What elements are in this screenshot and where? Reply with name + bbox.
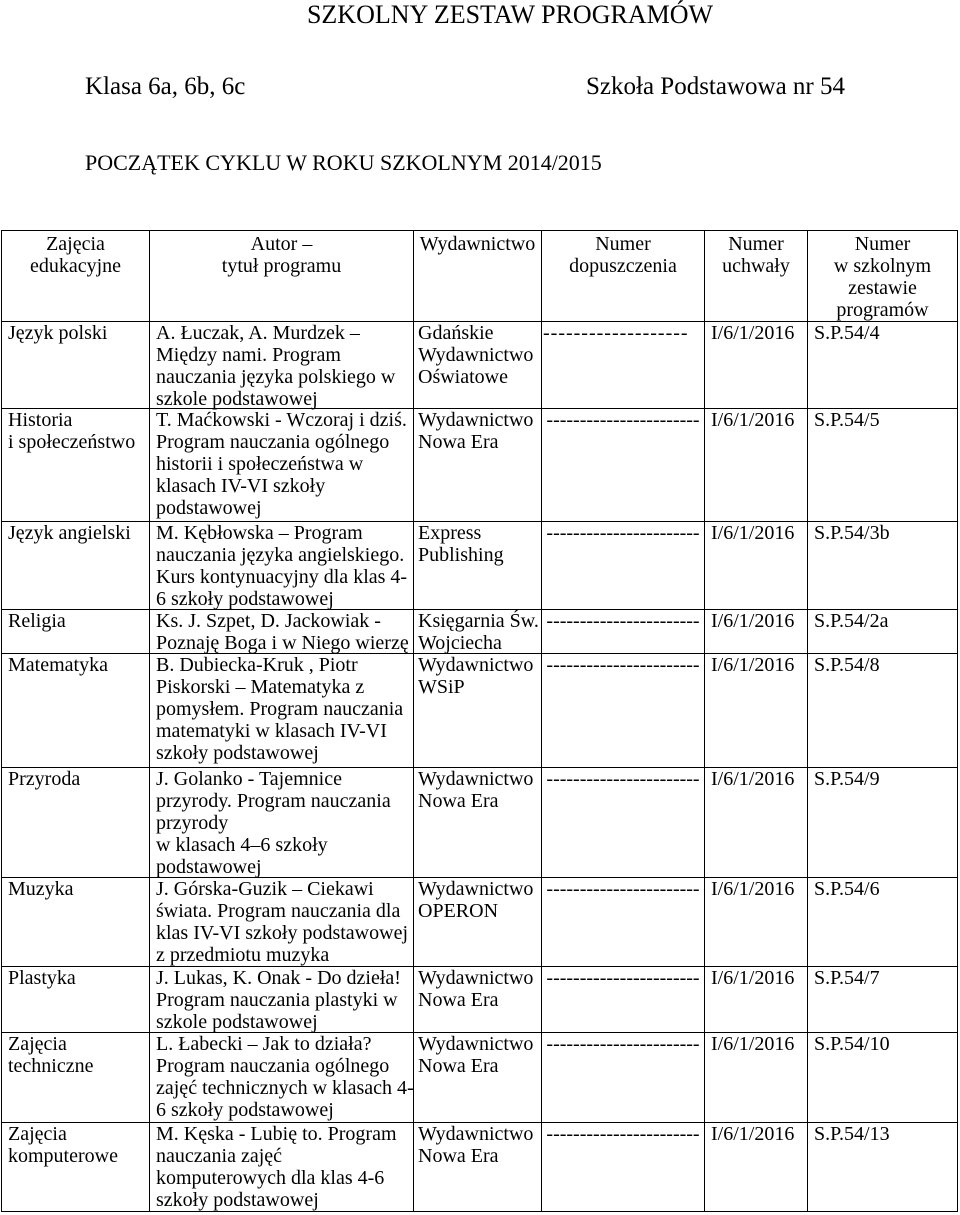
table-row bbox=[2, 878, 958, 967]
header-publisher: Wydawnictwo bbox=[414, 231, 542, 321]
cell-author-title: M. Kęska - Lubię to. Program nauczania zajęć komputerowych dla klas 4-6 szkoły podstawowej bbox=[150, 1123, 414, 1211]
cell-approval-number: ----------------------- bbox=[542, 610, 705, 653]
table-row bbox=[2, 522, 958, 610]
cell-subject: Historia i społeczeństwo bbox=[2, 409, 150, 521]
cell-author-title: Ks. J. Szpet, D. Jackowiak - Poznaję Boga i w Niego wierzę bbox=[150, 610, 414, 653]
cell-school-set-number: S.P.54/7 bbox=[808, 967, 958, 1032]
table-row bbox=[2, 322, 958, 409]
header-author-title: Autor – tytuł programu bbox=[150, 231, 414, 321]
cell-resolution-number: I/6/1/2016 bbox=[705, 878, 808, 966]
cycle-start-heading: POCZĄTEK CYKLU W ROKU SZKOLNYM 2014/2015 bbox=[85, 150, 602, 175]
header-resolution-number: Numer uchwały bbox=[705, 231, 808, 321]
table-row bbox=[2, 1123, 958, 1212]
cell-approval-number: ------------------- bbox=[542, 322, 705, 408]
cell-author-title: J. Górska-Guzik – Ciekawi świata. Program nauczania dla klas IV-VI szkoły podstawowej z przedmiotu muzyka bbox=[150, 878, 414, 966]
cell-subject: Zajęcia techniczne bbox=[2, 1033, 150, 1122]
cell-author-title: T. Maćkowski - Wczoraj i dziś. Program nauczania ogólnego historii i społeczeństwa w klasach IV-VI szkoły podstawowej bbox=[150, 409, 414, 521]
table-row bbox=[2, 967, 958, 1033]
cell-approval-number: ----------------------- bbox=[542, 967, 705, 1032]
table-row bbox=[2, 409, 958, 522]
programs-table bbox=[1, 230, 958, 1212]
cell-publisher: Wydawnictwo Nowa Era bbox=[414, 967, 542, 1032]
cell-publisher: Księgarnia Św. Wojciecha bbox=[414, 610, 542, 653]
cell-publisher: Wydawnictwo Nowa Era bbox=[414, 1123, 542, 1211]
cell-publisher: Wydawnictwo Nowa Era bbox=[414, 409, 542, 521]
cell-subject: Religia bbox=[2, 610, 150, 653]
cell-approval-number: ----------------------- bbox=[542, 768, 705, 877]
cell-approval-number: ----------------------- bbox=[542, 654, 705, 767]
cell-publisher: Wydawnictwo Nowa Era bbox=[414, 768, 542, 877]
document-title: SZKOLNY ZESTAW PROGRAMÓW bbox=[306, 0, 714, 29]
cell-author-title: J. Lukas, K. Onak - Do dzieła! Program nauczania plastyki w szkole podstawowej bbox=[150, 967, 414, 1032]
cell-resolution-number: I/6/1/2016 bbox=[705, 610, 808, 653]
cell-approval-number: ----------------------- bbox=[542, 522, 705, 609]
cell-approval-number: ----------------------- bbox=[542, 1033, 705, 1122]
header-subject: Zajęcia edukacyjne bbox=[2, 231, 150, 321]
cell-author-title: M. Kębłowska – Program nauczania języka angielskiego. Kurs kontynuacyjny dla klas 4- 6 szkoły podstawowej bbox=[150, 522, 414, 609]
cell-publisher: Gdańskie Wydawnictwo Oświatowe bbox=[414, 322, 542, 408]
cell-resolution-number: I/6/1/2016 bbox=[705, 1033, 808, 1122]
cell-subject: Matematyka bbox=[2, 654, 150, 767]
table-row bbox=[2, 654, 958, 768]
school-name: Szkoła Podstawowa nr 54 bbox=[586, 73, 845, 100]
cell-school-set-number: S.P.54/2a bbox=[808, 610, 958, 653]
header-school-set-number: Numer w szkolnym zestawie programów bbox=[808, 231, 958, 321]
cell-subject: Muzyka bbox=[2, 878, 150, 966]
cell-resolution-number: I/6/1/2016 bbox=[705, 409, 808, 521]
cell-publisher: Wydawnictwo WSiP bbox=[414, 654, 542, 767]
table-header-row bbox=[2, 231, 958, 322]
cell-resolution-number: I/6/1/2016 bbox=[705, 654, 808, 767]
header-approval-number: Numer dopuszczenia bbox=[542, 231, 705, 321]
table-row bbox=[2, 768, 958, 878]
cell-author-title: B. Dubiecka-Kruk , Piotr Piskorski – Matematyka z pomysłem. Program nauczania matematyki w klasach IV-VI szkoły podstawowej bbox=[150, 654, 414, 767]
cell-approval-number: ----------------------- bbox=[542, 409, 705, 521]
table-row bbox=[2, 1033, 958, 1123]
cell-school-set-number: S.P.54/10 bbox=[808, 1033, 958, 1122]
cell-subject: Przyroda bbox=[2, 768, 150, 877]
cell-resolution-number: I/6/1/2016 bbox=[705, 322, 808, 408]
cell-author-title: L. Łabecki – Jak to działa? Program nauczania ogólnego zajęć technicznych w klasach 4- 6 szkoły podstawowej bbox=[150, 1033, 414, 1122]
class-list: Klasa 6a, 6b, 6c bbox=[85, 73, 246, 100]
cell-resolution-number: I/6/1/2016 bbox=[705, 1123, 808, 1211]
cell-school-set-number: S.P.54/3b bbox=[808, 522, 958, 609]
cell-resolution-number: I/6/1/2016 bbox=[705, 967, 808, 1032]
table-row bbox=[2, 610, 958, 654]
cell-subject: Język polski bbox=[2, 322, 150, 408]
cell-subject: Plastyka bbox=[2, 967, 150, 1032]
cell-subject: Język angielski bbox=[2, 522, 150, 609]
cell-author-title: A. Łuczak, A. Murdzek – Między nami. Program nauczania języka polskiego w szkole podstawowej bbox=[150, 322, 414, 408]
cell-approval-number: ----------------------- bbox=[542, 1123, 705, 1211]
cell-resolution-number: I/6/1/2016 bbox=[705, 768, 808, 877]
cell-publisher: Express Publishing bbox=[414, 522, 542, 609]
cell-school-set-number: S.P.54/13 bbox=[808, 1123, 958, 1211]
cell-school-set-number: S.P.54/8 bbox=[808, 654, 958, 767]
cell-publisher: Wydawnictwo Nowa Era bbox=[414, 1033, 542, 1122]
cell-publisher: Wydawnictwo OPERON bbox=[414, 878, 542, 966]
cell-school-set-number: S.P.54/5 bbox=[808, 409, 958, 521]
cell-school-set-number: S.P.54/9 bbox=[808, 768, 958, 877]
cell-author-title: J. Golanko - Tajemnice przyrody. Program nauczania przyrody w klasach 4–6 szkoły podstawowej bbox=[150, 768, 414, 877]
cell-school-set-number: S.P.54/6 bbox=[808, 878, 958, 966]
cell-resolution-number: I/6/1/2016 bbox=[705, 522, 808, 609]
cell-subject: Zajęcia komputerowe bbox=[2, 1123, 150, 1211]
cell-school-set-number: S.P.54/4 bbox=[808, 322, 958, 408]
cell-approval-number: ----------------------- bbox=[542, 878, 705, 966]
